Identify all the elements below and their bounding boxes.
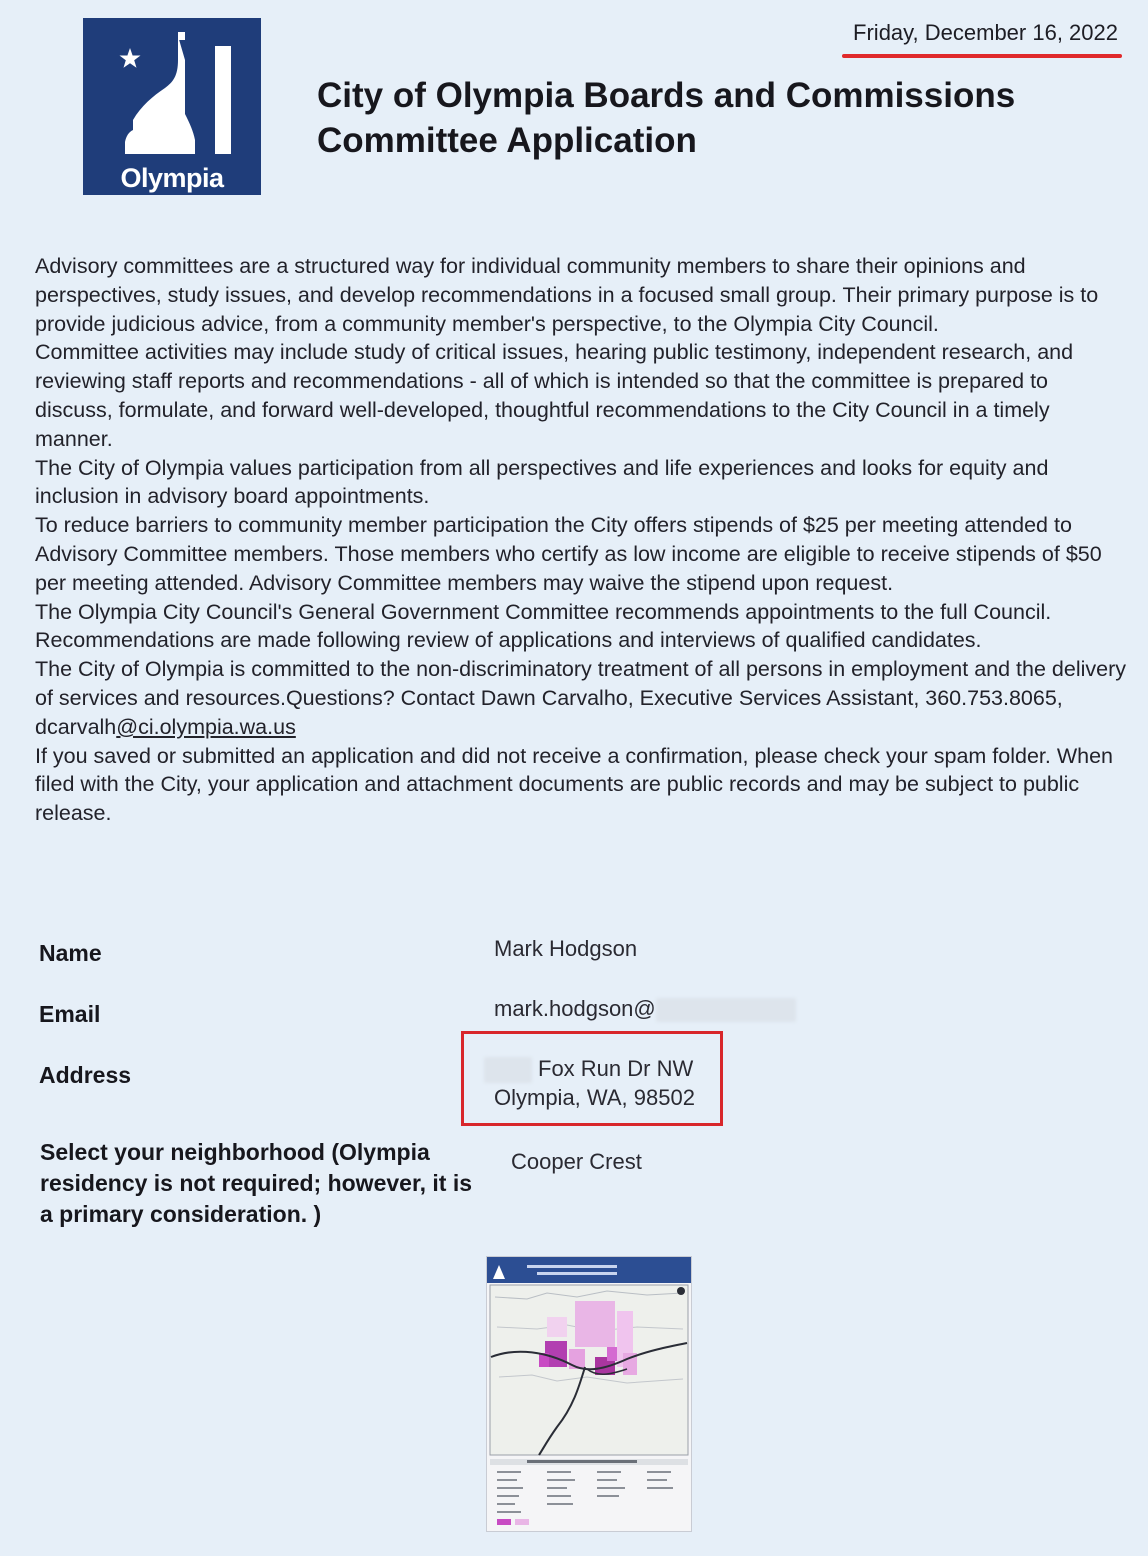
intro-text [35,252,1130,828]
page-title [317,73,1097,163]
contact-email-link[interactable]: @ci.olympia.wa.us [116,714,296,739]
intro-paragraph: The Olympia City Council's General Government Committee recommends appointments to the full Council. Recommendations are made following review of applications and interviews of qualified candidates. [35,599,1052,653]
redacted-email-domain [656,998,796,1022]
title-line-2: Committee Application [317,121,697,160]
submission-date: Friday, December 16, 2022 [853,20,1118,45]
address-line-2: Olympia, WA, 98502 [494,1085,695,1110]
name-label: Name [39,940,102,966]
neighborhood-map-image [487,1257,691,1531]
title-line-1: City of Olympia Boards and Commissions [317,76,1016,115]
address-label: Address [39,1062,132,1088]
email-label: Email [39,1001,101,1027]
intro-paragraph: Advisory committees are a structured way for individual community members to share their opinions and perspectives, study issues, and develop recommendations in a focused small group. Their primary purpose is to provide judicious advice, from a community member's perspective, to the Olympia City Council. [35,254,1099,336]
contact-paragraph [35,655,1130,741]
intro-paragraph: Committee activities may include study of critical issues, hearing public testimony, independent research, and reviewing staff reports and recommendations - all of which is intended so that the committee is prepared to discuss, formulate, and forward well-developed, thoughtful recommendations to the City Council in a timely manner. [35,340,1074,451]
neighborhood-map-thumbnail [486,1256,692,1532]
email-value: mark.hodgson@ [494,996,656,1021]
intro-paragraph: To reduce barriers to community member participation the City offers stipends of $25 per meeting attended to Advisory Committee members. Those members who certify as low income are eligible to receive stipends of $50 per meeting attended. Advisory Committee members may waive the stipend upon request. [35,513,1102,595]
intro-paragraph: The City of Olympia values participation from all perspectives and life experiences and looks for equity and inclusion in advisory board appointments. [35,455,1049,509]
redacted-house-number [484,1057,532,1083]
name-value: Mark Hodgson [494,936,638,961]
olympia-logo [83,18,261,195]
logo-wordmark: Olympia [120,163,224,193]
neighborhood-value: Cooper Crest [511,1149,642,1174]
neighborhood-label: Select your neighborhood (Olympia residency is not required; however, it is a primary consideration. ) [40,1139,473,1227]
address-line-1-row [484,1054,693,1084]
date-highlight-underline [842,54,1122,58]
email-value-row [494,994,796,1024]
address-line-1: Fox Run Dr NW [538,1056,694,1081]
closing-paragraph: If you saved or submitted an application and did not receive a confirmation, please check your spam folder. When filed with the City, your application and attachment documents are public records and may be subject to public release. [35,743,1113,826]
contact-text: The City of Olympia is committed to the non-discriminatory treatment of all persons in employment and the delivery of services and resources.Questions? Contact Dawn Carvalho, Executive Services Assistant, 360.753.8065, dcarvalh [35,657,1126,739]
